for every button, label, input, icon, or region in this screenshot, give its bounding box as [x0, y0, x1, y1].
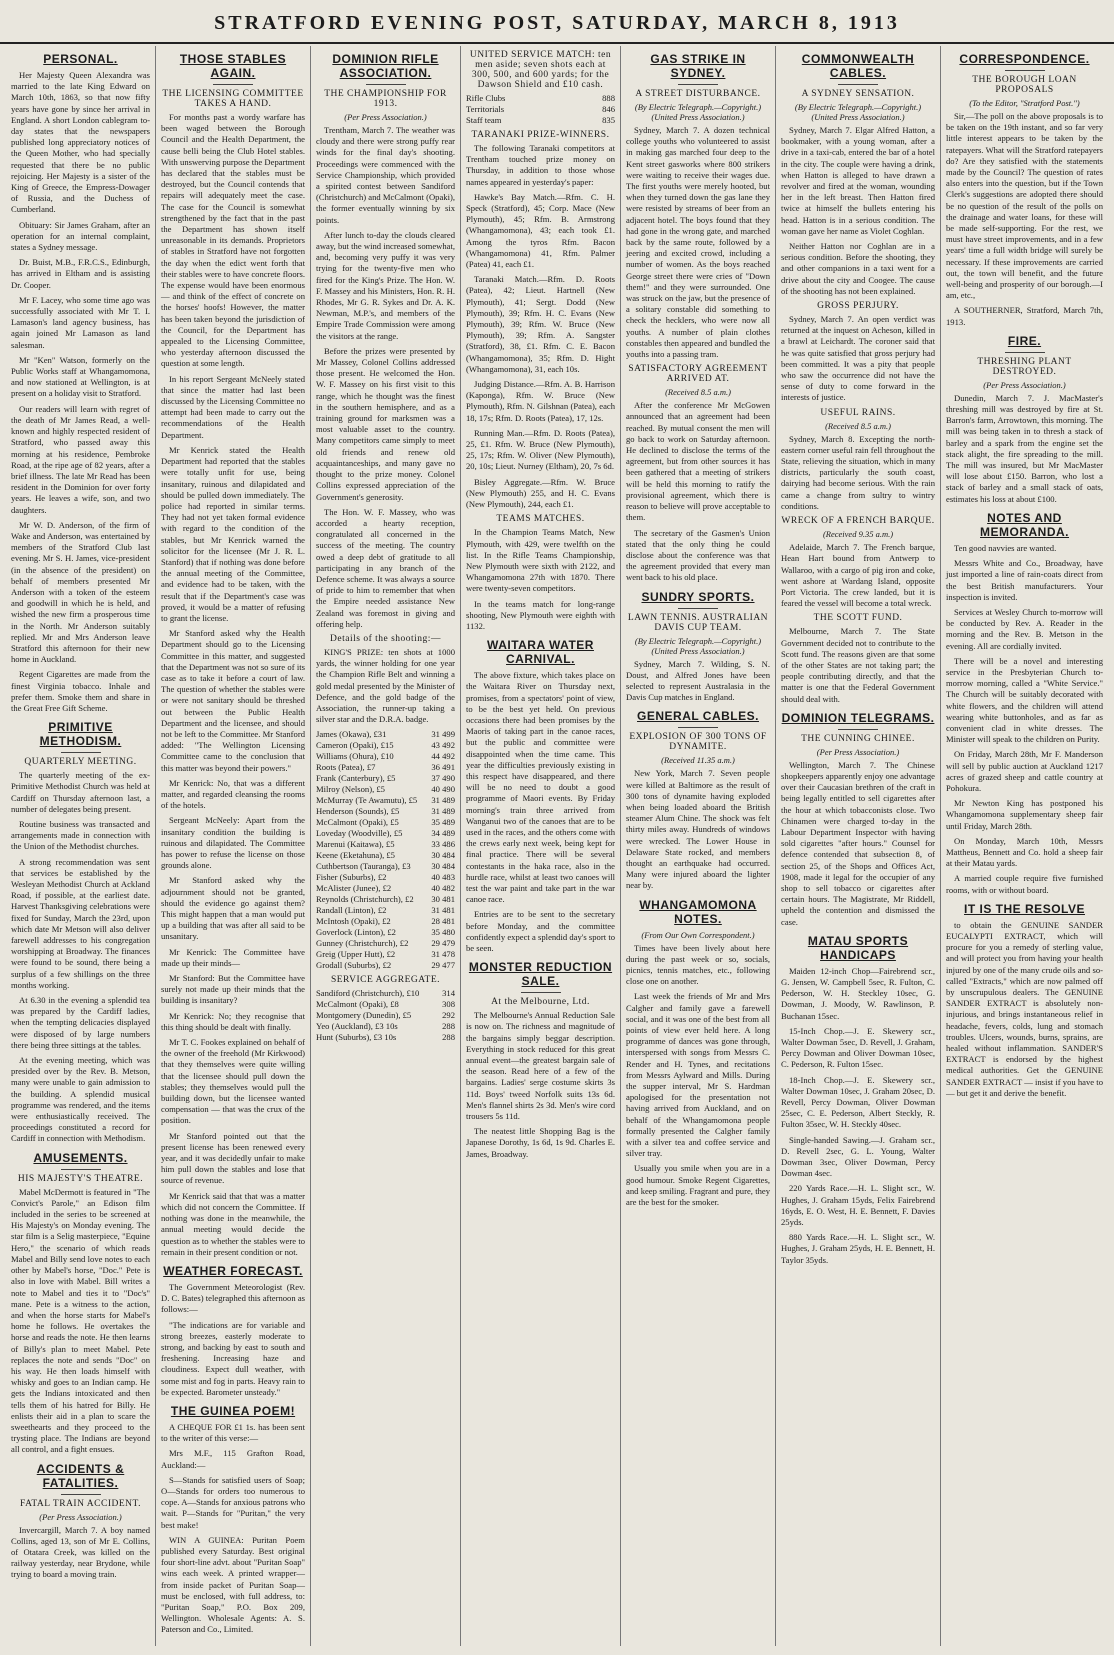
results-row	[316, 1032, 455, 1043]
article-subheading: QUARTERLY MEETING.	[24, 757, 137, 768]
results-name: McCalmont (Opaki), £8	[316, 999, 399, 1010]
results-name: McAlister (Junee), £2	[316, 883, 392, 894]
article-subheading: USEFUL RAINS.	[820, 407, 896, 418]
results-name: Staff team	[466, 115, 502, 125]
article-paragraph: A CHEQUE FOR £1 1s. has been sent to the writer of this verse:—	[161, 1421, 305, 1444]
article-headline: GENERAL CABLES.	[637, 709, 759, 724]
article-paragraph: Times have been lively about here during the past week or so, socials, picnics, tennis matches, etc., following close one on another.	[626, 942, 770, 987]
results-name: Reynolds (Christchurch), £2	[316, 894, 414, 905]
results-name: Montgomery (Dunedin), £5	[316, 1010, 412, 1021]
article-headline: PRIMITIVE METHODISM.	[39, 720, 122, 749]
results-scores: 308	[442, 999, 455, 1010]
headline-rule	[838, 84, 878, 85]
press-credit: (To the Editor, "Stratford Post.")	[969, 98, 1080, 108]
results-scores: 31 489	[431, 806, 455, 817]
article-paragraph: The neatest little Shopping Bag is the Japanese Dorothy, 1s 6d, 1s 9d. Charles E. James, Broadway.	[466, 1126, 615, 1159]
article-subheading: A SYDNEY SENSATION.	[801, 89, 915, 99]
results-scores: 30 481	[431, 894, 455, 905]
results-row	[316, 751, 455, 762]
article-paragraph: Single-handed Sawing.—J. Graham scr., D. Revell 2sec, G. L. Young, Walter Dowman 3sec, Oliver Dowman, Percy Dowman 4sec.	[781, 1134, 935, 1179]
article-headline: WAITARA WATER CARNIVAL.	[487, 638, 594, 667]
headline-rule	[61, 752, 101, 753]
results-row	[316, 795, 455, 806]
article-subheading: SERVICE AGGREGATE.	[330, 975, 441, 986]
article-paragraph: to obtain the GENUINE SANDER EUCALYPTI EXTRACT, which will procure for you a remedy of sterling value, and will protect you from having your health injured by one of the many crude oils and so-called "Extracts," which are now palmed off by unscrupulous dealers. The GENUINE SANDER EXTRACT is absolutely non-injurious, and brings instantaneous relief in headache, fevers, colds, lung and stomach troubles. Ulcers, wounds, burns, sprains, are healed without inflammation. SANDER'S EXTRACT is endorsed by the highest medical authorities. Get the GENUINE SANDER EXTRACT — insist if you have to — but get it and derive the benefit.	[946, 919, 1103, 1098]
article-paragraph: 220 Yards Race.—H. L. Slight scr., W. Hughes, J. Graham 15yds, Felix Fairebrend 16yds, E. O. West, H. E. Bennett, F. Davies 25yds.	[781, 1183, 935, 1228]
article-paragraph: Mr W. D. Anderson, of the firm of Wake and Anderson, was entertained by members of the Stratford Club last evening. Mr S. H. James, vice-president (in the absence of the president) on behalf of members presented Mr Anderson with a token of the esteem and goodwill in which he is held, and wished the new firm a prosperous time in the North. Mr Anderson suitably replied. Mr and Mrs Anderson leave Stratford this afternoon for their new home in Auckland.	[11, 519, 150, 665]
article-paragraph: Mr T. C. Fookes explained on behalf of the owner of the freehold (Mr Kirkwood) that they themselves were quite willing that the licensee should pull down the stables; they themselves would pull the building down, but the licensee wanted compensation — that was the crux of the position.	[161, 1037, 305, 1126]
headline-rule	[521, 992, 561, 993]
article-paragraph: Regent Cigarettes are made from the finest Virginia tobacco. Inhale and prefer them. Smoke them and share in the Great Free Gift Scheme.	[11, 669, 150, 713]
article-paragraph: There will be a novel and interesting service in the Presbyterian Church to-morrow morning, called a "White Service." The Church will be suitably decorated with white flowers, and the children will attend wearing white buttonholes, and as far as convenient clad in white dresses. The Minister will speak to the children on Purity.	[946, 655, 1103, 745]
headline-rule	[1005, 70, 1045, 71]
article	[626, 52, 770, 360]
results-scores: 30 484	[431, 850, 455, 861]
results-scores: 31 481	[431, 905, 455, 916]
results-scores: 292	[442, 1010, 455, 1021]
article-paragraph: The secretary of the Gasmen's Union stated that the only thing he could disclose about the conference was that the agreement provided that every man went back to his old place.	[626, 527, 770, 583]
article-paragraph: After lunch to-day the clouds cleared away, but the wind increased somewhat, and, becoming very puffy it was very trying for the twenty-five men who fired for the King's Prize. The Hon. W. F. Massey and his Ministers, Hon. R. H. Rhodes, Mr G. R. Sykes and Dr. A. K. Newman, M.P.'s, and members of the Empire Trade Commission were among the visitors at the range.	[316, 229, 455, 341]
article-subheading: SATISFACTORY AGREEMENT ARRIVED AT.	[628, 364, 768, 385]
article-subheading: THE SCOTT FUND.	[813, 613, 903, 624]
press-credit: (Received 9.35 a.m.)	[822, 529, 894, 540]
results-row	[316, 740, 455, 751]
results-scores: 288	[442, 1032, 455, 1043]
article-subheading: UNITED SERVICE MATCH: ten men aside; seven shots each at 300, 500, and 600 yards; for the Dawson Shield and £10 cash.	[469, 50, 612, 90]
article-headline: COMMONWEALTH CABLES.	[801, 52, 915, 80]
article-subheading: LAWN TENNIS. AUSTRALIAN DAVIS CUP TEAM.	[627, 612, 769, 633]
article-paragraph: 880 Yards Race.—H. L. Slight scr., W. Hughes, J. Graham 25yds, H. E. Bennett, H. Taylor 35yds.	[781, 1232, 935, 1265]
article	[781, 516, 935, 609]
article-paragraph: 18-Inch Chop.—J. E. Skewery scr., Walter Dowman 10sec, J. Graham 20sec, D. Revell, Percy Dowman, Oliver Dowman 25sec, C. E. Pederson, Albert Steckly, R. Fulton 35sec, W. H. Steckly 40sec.	[781, 1074, 935, 1130]
results-row	[316, 927, 455, 938]
results-scores: 44 492	[431, 751, 455, 762]
article-paragraph: The Hon. W. F. Massey, who was accorded a hearty reception, congratulated all concerned in the success of the meeting. The country owed a deep debt of gratitude to all participating in any branch of the Defence scheme. It was always a source of pride to him to remember that when the Empire needed assistance New Zealand was foremost in giving and offering help.	[316, 506, 455, 629]
article-subheading: EXPLOSION OF 300 TONS OF DYNAMITE.	[629, 732, 767, 753]
column-6	[776, 46, 941, 1646]
article	[781, 408, 935, 512]
article-subheading: At the Melbourne, Ltd.	[491, 997, 590, 1008]
article-headline: AMUSEMENTS.	[33, 1150, 128, 1165]
results-name: Frank (Canterbury), £5	[316, 773, 396, 784]
article-subheading: THE CHAMPIONSHIP FOR 1913.	[324, 89, 447, 109]
headline-rule	[366, 84, 406, 85]
results-name: Williams (Ohura), £10	[316, 751, 394, 762]
article-headline: WEATHER FORECAST.	[163, 1263, 303, 1278]
article-paragraph: The Melbourne's Annual Reduction Sale is now on. The richness and magnitude of the bargains simply beggar description. Everything in stock reduced for this great annual event—the greatest bargain sale of the season. Read here of a few of the bargains. Ladies' serge costume skirts 3s 11d. Boys' tweed Norfolk suits 13s 6d. Men's flannel shirts 2s 3d. Men's wire cord trousers 5s 11d.	[466, 1010, 615, 1122]
article-paragraph: Sydney, March 7. Elgar Alfred Hatton, a bookmaker, with a young woman, after a drive in a taxi-cab, entered the bar of a hotel in the city. The couple were having a drink, when Hatton is alleged to have drawn a revolver and fired at the woman, wounding her in the left breast. Then Hatton fired twice at himself the bullets entering his head. Hatton is in a serious condition. The woman gave her name as Violet Coghlan.	[781, 125, 935, 236]
press-credit: (From Our Own Correspondent.)	[641, 929, 755, 940]
article-paragraph: On Friday, March 28th, Mr F. Manderson will sell by public auction at Auckland 1217 acres of grazed sheep and cattle country at Pohokura.	[946, 749, 1103, 793]
article-paragraph: A SOUTHERNER, Stratford, March 7th, 1913.	[946, 305, 1103, 327]
results-row	[316, 916, 455, 927]
results-row	[316, 762, 455, 773]
results-scores: 28 481	[431, 916, 455, 927]
results-name: James (Okawa), £31	[316, 729, 387, 740]
article-paragraph: Mr Stanford: But the Committee have surely not made up their minds that the building is insanitary?	[161, 973, 305, 1006]
results-name: Gunney (Christchurch), £2	[316, 938, 409, 949]
article-paragraph: KING'S PRIZE: ten shots at 1000 yards, the winner holding for one year the Champion Rifle Belt and winning a gold medal presented by the Minister of Defence, and the gold badge of the Association, the runner-up taking a silver star and the D.R.A. badge.	[316, 646, 455, 725]
article-paragraph: Ten good navvies are wanted.	[954, 542, 1057, 553]
column-3	[311, 46, 461, 1646]
results-row	[316, 828, 455, 839]
article-paragraph: Mr Kenrick: The Committee have made up their minds—	[161, 946, 305, 968]
article	[626, 709, 770, 891]
article-paragraph: S—Stands for satisfied users of Soap; O—Stands for orders too numerous to cope. A—Stands for anxious patrons who wait. P—Stands for "Puritan," the very best make!	[161, 1474, 305, 1530]
results-row	[466, 104, 615, 115]
results-name: Randall (Linton), £2	[316, 905, 387, 916]
masthead	[0, 6, 1114, 44]
article-paragraph: Mr Kenrick stated the Health Department had reported that the stables were totally unfit for use, being insanitary, ruinous and dilapidated and should be pulled down immediately. The police had reported in similar terms. They had not yet taken formal evidence with regard to the condition of the stables, but Mr Kenrick warned the solicitor for the licensee (Mr J. R. L. Stanford) that if nothing was done before the annual meeting of the Committee, and evidence had to be taken, with the result that if the Department's case was proved, it would be a matter of refusing to grant the license.	[161, 444, 305, 623]
results-scores: 34 489	[431, 828, 455, 839]
results-name: Yeo (Auckland), £3 10s	[316, 1021, 398, 1032]
results-name: Henderson (Sounds), £5	[316, 806, 400, 817]
article-paragraph: The above fixture, which takes place on the Waitara River on Thursday next, promises, from a spectators' point of view, to be the best yet held. On previous occasions there had been promises by the Maoris of taking part in the canoe races, but the public and committee were disappointed when the time came. This year the difficulties previously existing in this respect have disappeared, and there will be no need to doubt a good programme of Maori events. By Friday morning's train three arrived from Wanganui two of the canoes that are to be used in the races, and the others come with the crews early next week, being kept for final practice. There will be several contestants in the haka race, also in the hurdle race, whilst at least two canoes will test the war paint and take part in the war canoe race.	[466, 670, 615, 905]
results-row	[316, 1021, 455, 1032]
results-row	[316, 988, 455, 999]
article	[466, 638, 615, 954]
results-name: Sandiford (Christchurch), £10	[316, 988, 420, 999]
article-paragraph: Bisley Aggregate.—Rfm. W. Bruce (New Plymouth) 255, and H. C. Evans (New Plymouth), 244, each £1.	[466, 476, 615, 510]
article	[626, 898, 770, 1209]
press-credit: (By Electric Telegraph.—Copyright.) (United Press Association.)	[634, 102, 762, 122]
article-paragraph: Maiden 12-inch Chop—Fairebrend scr., G. Jensen, W. Campbell 5sec, R. Fulton, C. Pederson, W. H. Steckley 10sec, G. Dowman, J. Moody, W. Rawlinson, P. Buchanan 15sec.	[781, 965, 935, 1021]
article-paragraph: For months past a wordy warfare has been waged between the Borough Council and the Health Department, the cause belli being the Club Hotel stables. With unswerving purpose the Department has declared that the stables must be destroyed, but the Council contends that repairs will adequately meet the case. The case for the Council is somewhat strengthened by the fact that in the past the Department has shown itself unreasonable in its demands. Proprietors of stables in Stratford have not forgotten the day when the edict went forth that their stables were to have concrete floors. The expense would have been enormous — and think of the effect of concrete on the horses' hoofs! However, the matter has been taken beyond the jurisdiction of the Council, for the Department has appealed to the Licensing Committee, who yesterday afternoon discussed the question at some length.	[161, 112, 305, 369]
results-name: Cameron (Opaki), £15	[316, 740, 394, 751]
article	[626, 590, 770, 704]
article-paragraph: Wellington, March 7. The Chinese shopkeepers apparently enjoy one advantage over their Caucasian brethren of the craft in being legally entitled to sell cigarettes after the hour at which tobacconists close. Two Chinamen were charged to-day in the Labour Department Inspector with having sold cigarettes "after hours." Counsel for defence contended that subsection 8, of section 25, of the Shops and Offices Act, 1908, made it legal for the occupier of any shop to sell tobacco or cigarettes after certain hours. The Magistrate, Mr Riddell, upheld the contention and dismissed the case.	[781, 759, 935, 927]
article-subheading: GROSS PERJURY.	[817, 301, 899, 312]
article-paragraph: In the teams match for long-range shooting, New Plymouth were eighth with 1132.	[466, 598, 615, 631]
article	[316, 52, 455, 630]
article-paragraph: In the Champion Teams Match, New Plymouth, with 429, were twelfth on the list. In the Rifle Teams Championship, New Plymouth were sixth with 2122, and Whangamomona 27th with 1870. There were twenty-seven competitors.	[466, 527, 615, 594]
article-subheading: THE CUNNING CHINEE.	[801, 733, 915, 744]
article-paragraph: Mr Kenrick said that that was a matter which did not concern the Committee. If nothing was done in the meanwhile, the annual meeting would decide the question as to whether the stables were to remain in their present condition or not.	[161, 1190, 305, 1257]
results-scores: 35 489	[431, 817, 455, 828]
article-headline: THOSE STABLES AGAIN.	[179, 52, 287, 80]
results-scores: 43 492	[431, 740, 455, 751]
results-row	[316, 861, 455, 872]
article-paragraph: Trentham, March 7. The weather was cloudy and there were strong puffy rear winds for the final day's shooting. Proceedings were commenced with the Service Championship, which provided a spirited contest between Sandiford (Christchurch) and McCalmont (Opaki), the former eventually winning by six points.	[316, 125, 455, 225]
article-headline: ACCIDENTS & FATALITIES.	[36, 1461, 125, 1490]
article-subheading: Details of the shooting:—	[330, 633, 441, 644]
headline-rule	[678, 608, 718, 609]
article-paragraph: Mr Kenrick: No; they recognise that this thing should be dealt with finally.	[161, 1010, 305, 1032]
press-credit: (Per Press Association.)	[816, 746, 900, 757]
results-scores: 29 477	[431, 960, 455, 971]
results-name: Loveday (Woodville), £5	[316, 828, 403, 839]
results-scores: 888	[602, 93, 615, 103]
article	[161, 1404, 305, 1636]
results-name: Cuthbertson (Tauranga), £3	[316, 861, 411, 872]
results-row	[316, 806, 455, 817]
article-paragraph: The quarterly meeting of the ex-Primitive Methodist Church was held at Cardiff on Thursday afternoon last, a number of delegates being present.	[11, 770, 150, 814]
results-scores: 29 479	[431, 938, 455, 949]
article-headline: DOMINION RIFLE ASSOCIATION.	[332, 52, 439, 80]
article-paragraph: Sydney, March 8. Excepting the north-eastern corner useful rain fell throughout the State, relieving the situation, which in many districts, particularly the south coast, dairying had become serious. With the rain came a change from sultry to wintry conditions.	[781, 433, 935, 511]
results-scores: 30 484	[431, 861, 455, 872]
article-headline: MATAU SPORTS HANDICAPS	[807, 933, 909, 962]
results-scores: 37 490	[431, 773, 455, 784]
results-name: McMurray (Te Awamutu), £5	[316, 795, 418, 806]
article-paragraph: Sir,—The poll on the above proposals is to be taken on the 19th instant, and so far very little interest appears to be taken by the ratepayers. What will the Stratford ratepayers do? Are they satisfied with the statements made by the Council? The question of rates also enters into the question, but if the Town Clerk's suggestions are adopted there should be no question of the result of the polls on the drainage and water loans, for these will be made self-supporting. For the rest, we must have street improvements, and in a few years' time a full width bridge will surely be necessary. If these improvements are carried out, the town will benefit, and the future well-being and prosperity of our borough.—I am, etc.,	[946, 111, 1103, 301]
press-credit: (Received 8.5 a.m.)	[825, 420, 891, 431]
article-paragraph: Mr Stanford pointed out that the present license has been renewed every year, and it was decidedly unfair to make him pull down the stables and lose that source of revenue.	[161, 1130, 305, 1186]
columns-container	[6, 46, 1108, 1648]
article-subheading: HIS MAJESTY'S THEATRE.	[17, 1173, 144, 1184]
results-name: Grodall (Suburbs), £2	[316, 960, 392, 971]
headline-rule	[678, 84, 718, 85]
press-credit: (Per Press Association.)	[344, 112, 427, 122]
article-paragraph: Dunedin, March 7. J. MacMaster's threshing mill was destroyed by fire at St. Barron's farm, Arrowtown, this morning. The mill was being taken in to thresh a stack of barley and a spark from the engine set the stack alight, the fire spreading to the mill. The mill was insured, but Mr MacMaster will lose about £150. Barron, who lost a stack of barley and a small stack of oats, estimates his loss at about £100.	[946, 392, 1103, 504]
results-row	[316, 883, 455, 894]
article	[946, 52, 1103, 328]
article-subheading: TARANAKI PRIZE-WINNERS.	[471, 130, 610, 140]
column-7	[941, 46, 1108, 1646]
results-scores: 314	[442, 988, 455, 999]
headline-rule	[678, 727, 718, 728]
results-row	[316, 872, 455, 883]
article	[161, 1264, 305, 1398]
article-paragraph: Dr. Buist, M.B., F.R.C.S., Edinburgh, has arrived in Eltham and is assisting Dr. Cooper.	[11, 257, 150, 290]
article-subheading: TEAMS MATCHES.	[496, 514, 585, 525]
article-paragraph: New York, March 7. Seven people were killed at Baltimore as the result of 300 tons of dynamite having exploded when being loaded aboard the British steamer Alum Chine. The shock was felt thirty miles away. Hundreds of windows were wrecked. The Lower House in Delaware State rocked, and members thought an earthquake had occurred. Many were injured aboard the lighter near by.	[626, 768, 770, 891]
article	[466, 960, 615, 1160]
press-credit: (Received 11.35 a.m.)	[661, 755, 735, 766]
masthead-title: STRATFORD EVENING POST, SATURDAY, MARCH 8, 1913	[214, 12, 900, 34]
results-row	[316, 784, 455, 795]
results-row	[316, 938, 455, 949]
results-row	[466, 115, 615, 126]
article-headline: SUNDRY SPORTS.	[641, 589, 755, 604]
results-row	[316, 905, 455, 916]
article-paragraph: Routine business was transacted and arrangements made in connection with the Union of the Methodist churches.	[11, 818, 150, 852]
article	[781, 711, 935, 928]
column-5	[621, 46, 776, 1646]
column-4	[461, 46, 621, 1646]
article-paragraph: Mr Stanford asked why the adjournment should not be granted, should the evidence go against them? This might happen that a man would put up a building that was after all said to be unsanitary.	[161, 875, 305, 942]
article-paragraph: Mr Newton King has postponed his Whangamomona supplementary sheep fair until Friday, March 28th.	[946, 798, 1103, 831]
article	[161, 52, 305, 1258]
article-headline: PERSONAL.	[43, 52, 118, 66]
article-paragraph: Sergeant McNeely: Apart from the insanitary condition the building is ruinous and dilapidated. The Committee has power to refuse the license on those grounds alone.	[161, 815, 305, 871]
article	[11, 1151, 150, 1456]
results-row	[316, 999, 455, 1010]
results-name: Marenui (Kaitawa), £5	[316, 839, 395, 850]
article-paragraph: Before the prizes were presented by Mr Massey, Colonel Collins addressed those present. He welcomed the Hon. W. F. Massey on his first visit to this range, which he thought was the finest in the southern hemisphere, and as a training ground for marksmen was a most valuable asset to the country. Many competitors came simply to meet old friends and renew old acquaintanceships, and many gave no thought to the prize money. Colonel Collins expressed appreciation of the Government's generosity.	[316, 345, 455, 502]
article-paragraph: The Government Meteorologist (Rev. D. C. Bates) telegraphed this afternoon as follows:—	[161, 1281, 305, 1315]
article-paragraph: Sydney, March 7. Wilding, S. N. Doust, and Alfred Jones have been selected to represent Australasia in the Davis Cup matches in England.	[626, 658, 770, 703]
article-paragraph: Usually you smile when you are in a good humour. Smoke Regent Cigarettes, and keep smiling. Fragrant and pure, they are the best for the smoker.	[626, 1163, 770, 1208]
results-row	[316, 817, 455, 828]
article-paragraph: Mrs M.F., 115 Grafton Road, Auckland:—	[161, 1448, 305, 1470]
article	[946, 511, 1103, 896]
article-paragraph: Mabel McDermott is featured in "The Convict's Parole," an Edison film included in the series to be screened at His Majesty's on Monday evening. The star film is a Selig masterpiece, "Equine Hero," the scenario of which reads Mabel and Billy send love notes to each other by Mabel's horse, "Doc." Pete is also in love with Mabel. Bill writes a note to Mabel and ties it to "Doc's" mane. Pete is a witness to the action, and when the horse starts for Mabel's home he follows. He overtakes the horse and reads the note. He then learns of Billy's plan to meet Mabel. Pete replaces the note and sends "Doc" on his way. He then loads himself with whisky and goes to an Indian camp. He gets the Indians intoxicated and then tells them of his hatred for Billy. He enlists their aid in a plan to scare the sweethearts and they proceed to the trysting place. The Indians are beyond all control, and a fight ensues.	[11, 1186, 150, 1455]
article-headline: WHANGAMOMONA NOTES.	[639, 897, 757, 926]
article-headline: FIRE.	[1007, 333, 1042, 348]
article-paragraph: Mr F. Lacey, who some time ago was successfully associated with Mr T. I. Lamason's land agency business, has again joined Mr Lamason as land salesman.	[11, 294, 150, 350]
article-paragraph: A married couple require five furnished rooms, with or without board.	[946, 873, 1103, 895]
article-paragraph: Running Man.—Rfm. D. Roots (Patea), 25, £1. Rfm. W. Bruce (New Plymouth), 25, 17s; Rfm. W. Oliver (New Plymouth), 20, 10s; Lieut. Nurney (Eltham), 20, 7s 6d.	[466, 427, 615, 472]
article-headline: DOMINION TELEGRAMS.	[781, 710, 935, 725]
results-name: McCalmont (Opaki), £5	[316, 817, 399, 828]
headline-rule	[1005, 352, 1045, 353]
article-headline: CORRESPONDENCE.	[959, 52, 1090, 66]
article	[466, 50, 615, 126]
results-name: Fisher (Suburbs), £2	[316, 872, 387, 883]
article-paragraph: Judging Distance.—Rfm. A. B. Harrison (Kaponga), Rfm. W. Bruce (New Plymouth), Rfm. N. Gilshnan (Patea), each 18, 17s; Rfm. D. Roots (Patea), 17, 12s.	[466, 379, 615, 423]
results-scores: 35 480	[431, 927, 455, 938]
column-2	[156, 46, 311, 1646]
article-paragraph: Melbourne, March 7. The State Government decided not to contribute to the Scott fund. The reasons given are that some of the other States are not taking part; the people contributing directly, and that the matter is one that the Federal Government should deal with.	[781, 626, 935, 704]
article	[466, 130, 615, 510]
article-paragraph: Neither Hatton nor Coghlan are in a serious condition. Before the shooting, they and other companions in a taxi went for a drive about the city and Coogee. The cause of the shooting has not been explained.	[781, 241, 935, 296]
results-name: Keene (Eketahuna), £5	[316, 850, 395, 861]
results-name: Hunt (Suburbs), £3 10s	[316, 1032, 397, 1043]
results-name: Roots (Patea), £7	[316, 762, 376, 773]
press-credit: (Per Press Association.)	[983, 379, 1066, 390]
results-name: Territorials	[466, 104, 505, 114]
results-scores: 40 490	[431, 784, 455, 795]
article	[626, 364, 770, 583]
article-paragraph: Last week the friends of Mr and Mrs Calgher and family gave a farewell social, and it was one of the best from all points of view ever held here. A long programme of dances was gone through, interspersed with songs from Messrs C. Render and H. Tynes, and recitations from Messrs Aylward and Mills. During the supper interval, Mr S. Hardman apologised for the presentation not having arrived from Auckland, and on behalf of the Whangamomona people formally presented the Calgher family with a silver tea and coffee service and silver tray.	[626, 991, 770, 1159]
article-subheading: THRESHING PLANT DESTROYED.	[977, 356, 1072, 377]
article-paragraph: Mr Kenrick: No, that was a different matter, and regarded cleansing the rooms of the hotels.	[161, 777, 305, 811]
results-scores: 36 491	[431, 762, 455, 773]
article-subheading: THE BOROUGH LOAN PROPOSALS	[972, 75, 1077, 95]
results-name: Milroy (Nelson), £5	[316, 784, 385, 795]
results-name: Greig (Upper Hutt), £2	[316, 949, 396, 960]
press-credit: (By Electric Telegraph.—Copyright.) (United Press Association.)	[794, 102, 922, 122]
press-credit: (Per Press Association.)	[39, 1511, 122, 1522]
article	[11, 52, 150, 714]
results-row	[316, 773, 455, 784]
article-paragraph: Adelaide, March 7. The French barque, Hean Hart bound from Antwerp to Wallaroo, with a cargo of pig iron and coke, went ashore at Wardang Island, opposite Port Victoria. The crew landed, but it is feared the vessel will become a total wreck.	[781, 542, 935, 609]
article-paragraph: On Monday, March 10th, Messrs Mattheus, Bennett and Co. hold a sheep fair at their Matau yards.	[946, 835, 1103, 869]
article-paragraph: Obituary: Sir James Graham, after an operation for an internal complaint, states a Sydney message.	[11, 219, 150, 253]
article-paragraph: WIN A GUINEA: Puritan Poem published every Saturday. Best original four short-line advt. about "Puritan Soap" wins each week. A printed wrapper—from inside packet of Puritan Soap—must be enclosed, with full address, to: "Puritan Soap," P.O. Box 209, Wellington. Wholesale Agents: A. S. Paterson and Co., Limited.	[161, 1534, 305, 1635]
results-scores: 33 486	[431, 839, 455, 850]
results-scores: 31 499	[431, 729, 455, 740]
article	[11, 1462, 150, 1581]
article-paragraph: Entries are to be sent to the secretary before Monday, and the committee confidently expect a splendid day's sport to be seen.	[466, 909, 615, 953]
article-paragraph: Mr Stanford asked why the Health Department should go to the Licensing Committee in this matter, and suggested that the Department was not so sure of its case as to take it before a court of law. The question of whether the stables were or were not sanitary should be threshed out between the Public Health Department and the licensee, and should not be left to the Committee. Mr Stanford added: "The Wellington Licensing Committee came to the conclusion that this matter was beyond their powers."	[161, 628, 305, 773]
article	[946, 902, 1103, 1099]
article-paragraph: Hawke's Bay Match.—Rfm. C. H. Speck (Stratford), 45; Corp. Mace (New Plymouth), 45; Rfm. B. Armstrong (Whangamomona), 43; each took £1. Among the tyros Rfm. Bacon (Whangamomona) 41, Rfm. Palmer (Patea) 41, each £1.	[466, 191, 615, 270]
results-row	[316, 894, 455, 905]
headline-rule	[61, 1169, 101, 1170]
article	[316, 634, 455, 971]
results-scores: 835	[602, 115, 615, 125]
article-paragraph: Invercargill, March 7. A boy named Collins, aged 13, son of Mr E. Collins, of Otatara Creek, was killed on the railway yesterday, near Brydone, while trying to board a moving train.	[11, 1524, 150, 1580]
results-scores: 288	[442, 1021, 455, 1032]
article-headline: MONSTER REDUCTION SALE.	[468, 960, 613, 989]
headline-rule	[61, 1494, 101, 1495]
article-subheading: A STREET DISTURBANCE.	[635, 89, 761, 99]
article-paragraph: The following Taranaki competitors at Trentham touched prize money on Thursday, in addition to those whose names appeared in yesterday's paper:	[466, 143, 615, 187]
results-row	[316, 729, 455, 740]
results-row	[466, 93, 615, 104]
article	[466, 514, 615, 632]
headline-rule	[838, 729, 878, 730]
article	[946, 334, 1103, 505]
article-paragraph: At the evening meeting, which was presided over by the Rev. B. Metson, many were unable to gain admission to the building. A splendid musical programme was rendered, and the items were enthusiastically received. The proceedings constituted a record for Cardiff in connection with Methodism.	[11, 1055, 150, 1144]
results-row	[316, 949, 455, 960]
results-name: Goverlock (Linton), £2	[316, 927, 396, 938]
article-paragraph: After the conference Mr McGowen announced that an agreement had been reached. By mutual consent the men will go back to work on Saturday afternoon. He declined to disclose the terms of the agreement, but from other sources it has been gathered that a meeting of strikers will be held this morning to ratify the provisional agreement, which there is reason to believe will prove acceptable to them.	[626, 400, 770, 523]
article	[781, 934, 935, 1266]
results-scores: 846	[602, 104, 615, 114]
results-row	[316, 1010, 455, 1021]
article-paragraph: At 6.30 in the evening a splendid tea was prepared by the Cardiff ladies, when the tempting delicacies displayed were disposed of by large numbers there being three sittings at the tables.	[11, 995, 150, 1050]
article-subheading: FATAL TRAIN ACCIDENT.	[19, 1498, 141, 1509]
article	[316, 975, 455, 1043]
article-paragraph: Services at Wesley Church to-morrow will be conducted by Rev. A. Reader in the morning and the Rev. B. Metson in the evening. All are cordially invited.	[946, 606, 1103, 651]
results-row	[316, 850, 455, 861]
article	[781, 613, 935, 704]
press-credit: (By Electric Telegraph.—Copyright.) (United Press Association.)	[634, 635, 762, 656]
article	[11, 720, 150, 1145]
press-credit: (Received 8.5 a.m.)	[665, 387, 731, 398]
article-paragraph: Mr "Ken" Watson, formerly on the Public Works staff at Whangamomona, and now stationed at Wellington, is at present on a holiday visit to Stratford.	[11, 354, 150, 399]
article-paragraph: 15-Inch Chop.—J. E. Skewery scr., Walter Dowman 5sec, D. Revell, J. Graham, Percy Dowman and Oliver Dowman 10sec, C. Pederson, R. Fulton 15sec.	[781, 1025, 935, 1070]
article-paragraph: Sydney, March 7. An open verdict was returned at the inquest on Acheson, killed in a brawl at Leichardt. The coroner said that he was quite satisfied that gross perjury had been committed. It was a pity that people who saw the occurrence did not have the sense of duty to come forward in the interests of justice.	[781, 314, 935, 403]
column-1	[6, 46, 156, 1646]
results-scores: 40 482	[431, 883, 455, 894]
article-subheading: THE LICENSING COMMITTEE TAKES A HAND.	[162, 89, 304, 109]
article-paragraph: Our readers will learn with regret of the death of Mr James Read, a well-known and highly respected resident of Stratford, who passed away this morning at his residence, Pembroke Road, at the ripe age of 82 years, after a brief illness. The late Mr Read has been resident in the Dominion for over forty years. He leaves a wife, son, and two daughters.	[11, 403, 150, 515]
article-subheading: WRECK OF A FRENCH BARQUE.	[781, 516, 935, 527]
article-paragraph: A strong recommendation was sent that services be established by the Wesleyan Methodist Church at Ackland Road, if possible, at the earliest date. Harvest Thanksgiving celebrations were fixed for Sunday, March the 23rd, upon which date Mr Metson will also deliver farewell addresses to his congregation worshipping at Broadway. The finances were found to be sound, there being a surplus of a few shillings on the three months working.	[11, 856, 150, 990]
article-paragraph: Her Majesty Queen Alexandra was married to the late King Edward on March 10th, 1863, so that now fifty years have gone by since her arrival in England. A short London cablegram to-day states that the newspapers published long appreciatory notices of the Queen Mother, who had specially requested that there be no public rejoicing. Her Majesty is a sister of the King of Greece, the Empress-Dowager of Russia, and the Duchess of Cumberland.	[11, 70, 150, 215]
article-paragraph: Taranaki Match.—Rfm. D. Roots (Patea), 42; Lieut. Hartnell (New Plymouth), 41; Sergt. Dodd (New Plymouth), 39; Rfm. H. C. Evans (New Plymouth), 39; Rfm. W. Bruce (New Plymouth), 39; Rfm. A. Sangster (Stratford), 38, £1. Rfm. C. E. Bacon (Whangamomona), 35; Rfm. D. Hight (Whangamomona), 31, each 10s.	[466, 274, 615, 374]
article-headline: GAS STRIKE IN SYDNEY.	[650, 52, 746, 80]
results-row	[316, 839, 455, 850]
results-scores: 31 489	[431, 795, 455, 806]
article	[781, 52, 935, 297]
results-scores: 31 478	[431, 949, 455, 960]
article-paragraph: Messrs White and Co., Broadway, have just imported a line of rain-coats direct from the best British manufacturers. Your inspection is invited.	[946, 558, 1103, 602]
article-headline: IT IS THE RESOLVE	[964, 901, 1085, 916]
results-name: McIntosh (Opaki), £2	[316, 916, 391, 927]
article-paragraph: In his report Sergeant McNeely stated that since the matter had last been discussed by the Licensing Committee no attempt had been made to carry out the recommendations of the Health Department.	[161, 373, 305, 440]
results-row	[316, 960, 455, 971]
article-paragraph: Sydney, March 7. A dozen technical college youths who volunteered to assist in making gas marched four deep to the Kent street gasworks where 800 strikers were waiting to receive their wages due. The first youths were merely hooted, but when they turned down the gas lane they were resisted by streams of beer from an adjacent hotel. The boys found that they had gone in the wrong gate, and marched back by the same route, followed by a jeering and excited crowd, including a number of women. As the boys reached George street there were cries of "Down them!" and they were surrounded. One was struck on the jaw, but the presence of a solitary constable did something to check the hecklers, who were now all youths. A number of plain clothes constables then appeared and bundled the youths into a passing tram.	[626, 125, 770, 360]
results-scores: 40 483	[431, 872, 455, 883]
results-name: Rifle Clubs	[466, 93, 506, 103]
article-headline: NOTES AND MEMORANDA.	[980, 510, 1069, 539]
article-paragraph: "The indications are for variable and strong breezes, easterly moderate to strong, and backing by east to south and freshening. Increasing haze and cloudiness. Expect dull weather, with some mist and fog in parts. Heavy rain to be expected. Barometer unsteady."	[161, 1319, 305, 1397]
article	[781, 301, 935, 404]
article-headline: THE GUINEA POEM!	[170, 1403, 296, 1418]
headline-rule	[213, 84, 253, 85]
